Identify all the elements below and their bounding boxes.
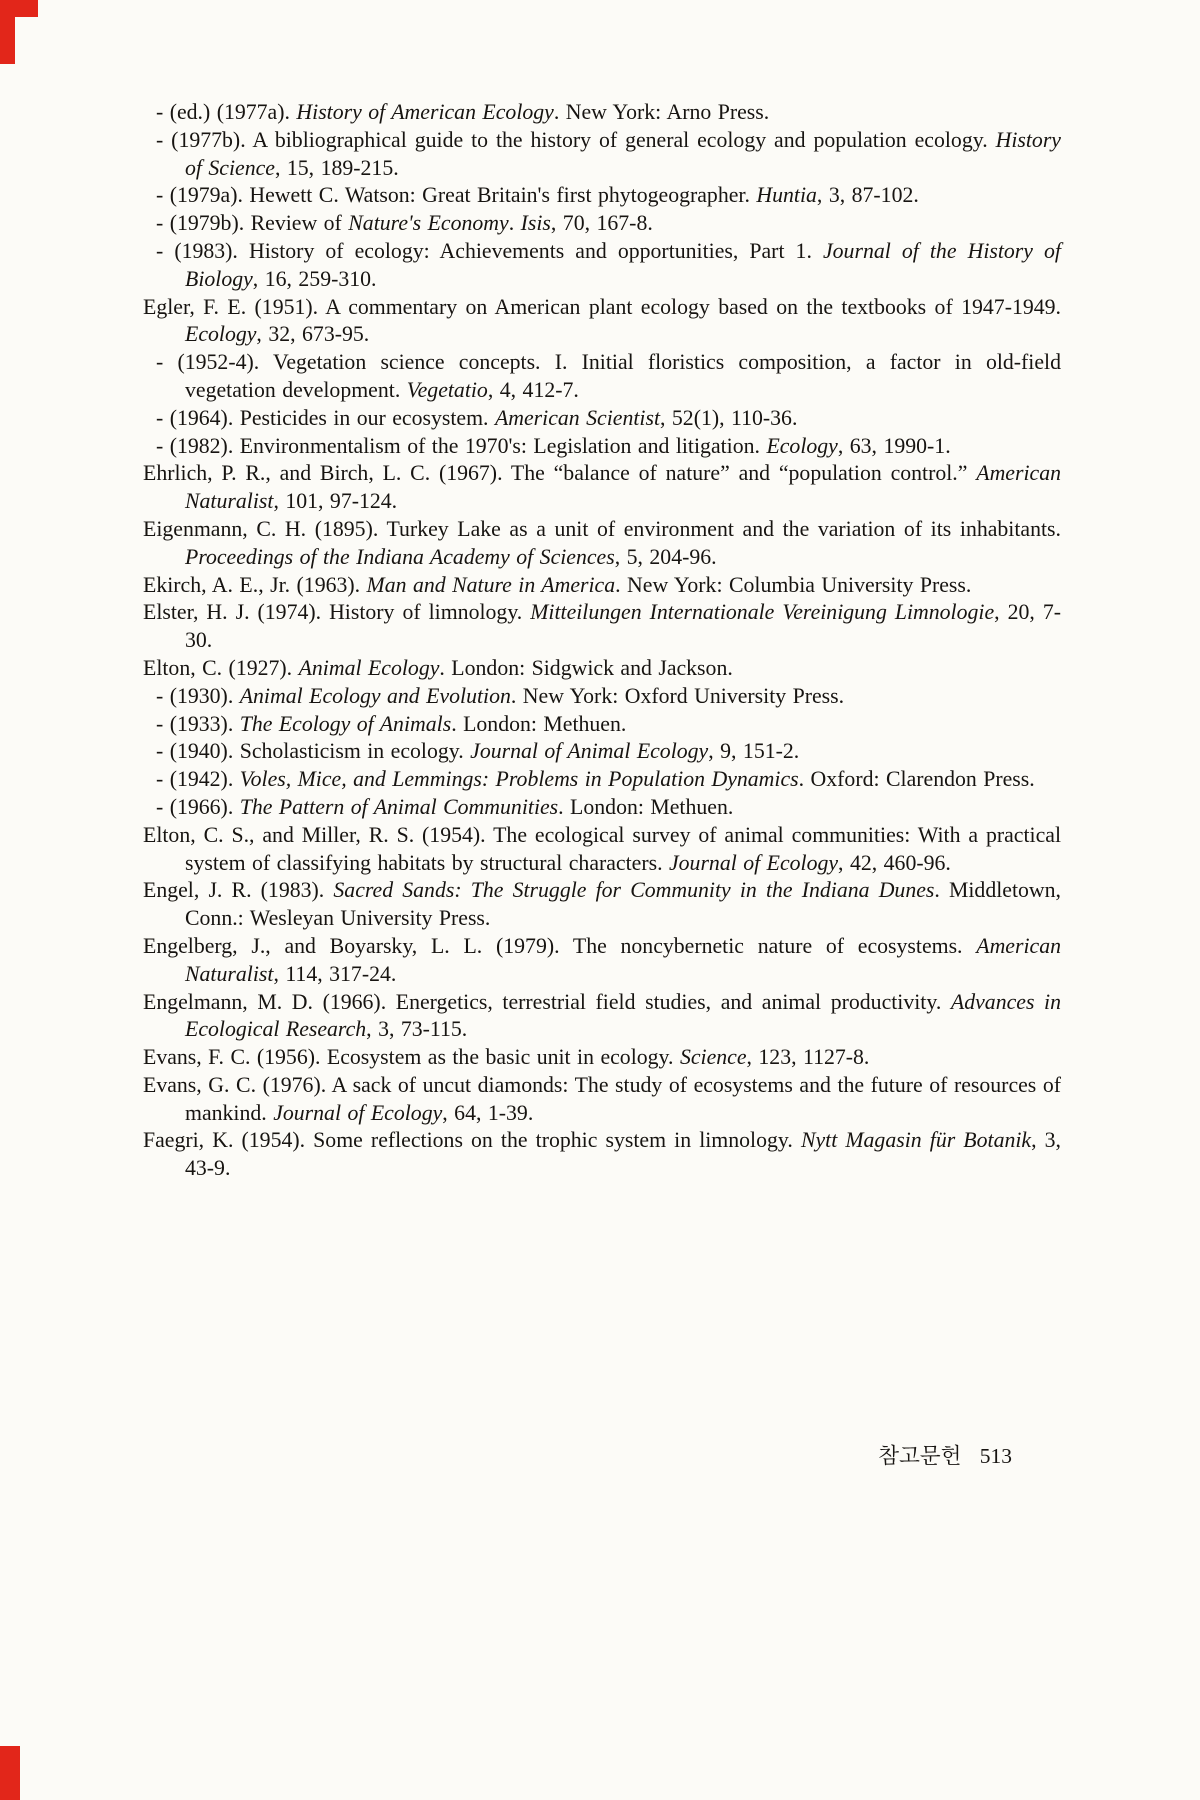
bib-text: . (508, 211, 521, 236)
bib-text: - (1979a). Hewett C. Watson: Great Britain's first phytogeographer. (156, 183, 757, 208)
bib-text: . Middletown, Conn.: Wesleyan University Press. (185, 878, 1061, 931)
bib-entry (143, 99, 1061, 127)
bib-title-italic: The Pattern of Animal Communities (239, 794, 559, 819)
bib-text: Faegri, K. (1954). Some reflections on the trophic system in limnology. (143, 1128, 801, 1153)
bib-text: , 4, 412-7. (487, 377, 579, 402)
bib-text: - (1930). (156, 683, 240, 708)
bib-text: Engelberg, J., and Boyarsky, L. L. (1979). The noncybernetic nature of ecosystems. (143, 933, 977, 958)
bib-text: Elton, C. (1927). (143, 655, 299, 680)
bib-text: , 3, 43-9. (185, 1128, 1062, 1181)
bib-entry (143, 433, 1061, 461)
bib-text: , 5, 204-96. (614, 544, 717, 569)
bib-entry (143, 238, 1061, 294)
bib-text: , 20, 7-30. (185, 600, 1061, 653)
bib-title-italic: Voles, Mice, and Lemmings: Problems in Population Dynamics (239, 767, 799, 792)
bib-text: - (1979b). Review of (156, 211, 349, 236)
bib-title-italic: American Scientist (494, 405, 660, 430)
bib-title-italic: History of American Ecology (296, 100, 554, 124)
bib-text: . New York: Arno Press. (553, 100, 770, 124)
bib-text: . London: Methuen. (451, 711, 627, 736)
bib-text: Evans, F. C. (1956). Ecosystem as the basic unit in ecology. (143, 1045, 680, 1070)
bib-title-italic: Vegetatio (406, 377, 488, 402)
bib-text: . London: Sidgwick and Jackson. (439, 655, 733, 680)
bib-text: . London: Methuen. (558, 794, 734, 819)
bib-entry (143, 822, 1061, 878)
bib-entry (143, 405, 1061, 433)
bib-entry (143, 794, 1061, 822)
bib-text: , 42, 460-96. (838, 850, 951, 875)
bib-entry (143, 877, 1061, 933)
bib-text: Engel, J. R. (1983). (143, 878, 334, 903)
bib-text: - (1952-4). Vegetation science concepts. I. Initial floristics composition, a factor in old-field vegetation development. (156, 350, 1061, 402)
bib-text: - (1933). (156, 711, 240, 736)
bib-text: , 63, 1990-1. (837, 433, 951, 458)
bib-text: - (1942). (156, 767, 240, 792)
bib-text: Elton, C. S., and Miller, R. S. (1954). The ecological survey of animal communities: With a practical system of classifying habitats by structural characters. (143, 822, 1061, 875)
bib-text: . Oxford: Clarendon Press. (798, 767, 1035, 792)
bib-entry (143, 1072, 1061, 1128)
bib-entry (143, 989, 1061, 1045)
bib-entry (143, 572, 1061, 600)
bib-title-italic: Mitteilungen Internationale Vereinigung Limnologie (530, 600, 995, 625)
bib-entry (143, 933, 1061, 989)
bib-title-italic: Isis (520, 211, 551, 236)
bib-title-italic: Nytt Magasin für Botanik (800, 1128, 1032, 1153)
bib-entry (143, 182, 1061, 210)
bib-text: , 3, 73-115. (366, 1017, 468, 1042)
bib-entry (143, 683, 1061, 711)
bib-entry (143, 127, 1061, 183)
bib-title-italic: The Ecology of Animals (239, 711, 452, 736)
bib-text: - (ed.) (1977a). (156, 100, 297, 124)
bib-title-italic: Proceedings of the Indiana Academy of Sciences (185, 544, 615, 569)
bib-text: Engelmann, M. D. (1966). Energetics, terrestrial field studies, and animal productivity. (143, 989, 951, 1014)
bib-entry (143, 460, 1061, 516)
bib-title-italic: Ecology (766, 433, 838, 458)
bib-text: , 101, 97-124. (273, 489, 398, 514)
bib-text: Egler, F. E. (1951). A commentary on American plant ecology based on the textbooks of 1947-1949. (143, 294, 1061, 319)
bib-title-italic: Science (679, 1045, 747, 1070)
bib-text: - (1977b). A bibliographical guide to the history of general ecology and population ecology. (156, 127, 996, 152)
bib-title-italic: American Naturalist (185, 933, 1061, 986)
bib-text: - (1966). (156, 794, 240, 819)
bib-text: Ehrlich, P. R., and Birch, L. C. (1967). The “balance of nature” and “population control.” (143, 461, 977, 486)
bib-text: , 32, 673-95. (256, 322, 370, 347)
bib-text: , 64, 1-39. (442, 1100, 534, 1125)
bib-text: - (1983). History of ecology: Achievements and opportunities, Part 1. (156, 238, 823, 263)
bib-text: , 16, 259-310. (252, 266, 377, 291)
bib-entry (143, 711, 1061, 739)
bib-text: - (1982). Environmentalism of the 1970's: Legislation and litigation. (156, 433, 767, 458)
scan-artifact-left-edge (0, 0, 15, 64)
footer-page-number: 513 (979, 1444, 1012, 1468)
bibliography-list (143, 99, 1061, 1183)
bib-text: , 3, 87-102. (816, 183, 919, 208)
bib-entry (143, 294, 1061, 350)
bib-entry (143, 655, 1061, 683)
bib-text: , 52(1), 110-36. (660, 405, 798, 430)
bib-title-italic: Sacred Sands: The Struggle for Community in the Indiana Dunes (333, 878, 935, 903)
bib-text: - (1940). Scholasticism in ecology. (156, 739, 471, 764)
bib-title-italic: Man and Nature in America (366, 572, 616, 597)
bib-entry (143, 738, 1061, 766)
bib-title-italic: Journal of Ecology (668, 850, 839, 875)
bib-text: , 70, 167-8. (550, 211, 653, 236)
bib-title-italic: Journal of the History of Biology (185, 238, 1061, 291)
bib-text: - (1964). Pesticides in our ecosystem. (156, 405, 495, 430)
bib-text: Eigenmann, C. H. (1895). Turkey Lake as a unit of environment and the variation of its inhabitants. (143, 516, 1061, 541)
bib-title-italic: Advances in Ecological Research (185, 989, 1062, 1042)
bib-text: , 9, 151-2. (708, 739, 800, 764)
scan-artifact-bottom-left (0, 1746, 20, 1800)
bib-text: Elster, H. J. (1974). History of limnology. (143, 600, 531, 625)
footer-section-label: 참고문헌 (878, 1444, 962, 1468)
bib-text: Evans, G. C. (1976). A sack of uncut diamonds: The study of ecosystems and the future of resources of mankind. (143, 1072, 1061, 1125)
bib-text: Ekirch, A. E., Jr. (1963). (143, 572, 367, 597)
bib-title-italic: American Naturalist (185, 461, 1061, 514)
bib-title-italic: Animal Ecology (298, 655, 440, 680)
bib-text: , 15, 189-215. (274, 155, 399, 180)
bib-title-italic: Ecology (185, 322, 257, 347)
bib-text: . New York: Oxford University Press. (510, 683, 845, 708)
bib-entry (143, 1044, 1061, 1072)
bib-entry (143, 349, 1061, 405)
bib-entry (143, 1127, 1061, 1183)
bib-text: . New York: Columbia University Press. (615, 572, 972, 597)
bib-title-italic: History of Science (185, 127, 1061, 180)
bib-entry (143, 766, 1061, 794)
bib-text: , 114, 317-24. (273, 961, 397, 986)
bib-entry (143, 516, 1061, 572)
bib-entry (143, 599, 1061, 655)
bib-title-italic: Journal of Ecology (273, 1100, 443, 1125)
bib-entry (143, 210, 1061, 238)
page-footer (878, 1442, 1012, 1470)
bib-title-italic: Animal Ecology and Evolution (239, 683, 511, 708)
bib-title-italic: Huntia (756, 183, 817, 208)
bib-title-italic: Journal of Animal Ecology (470, 739, 709, 764)
bib-text: , 123, 1127-8. (746, 1045, 870, 1070)
bib-title-italic: Nature's Economy (348, 211, 509, 236)
